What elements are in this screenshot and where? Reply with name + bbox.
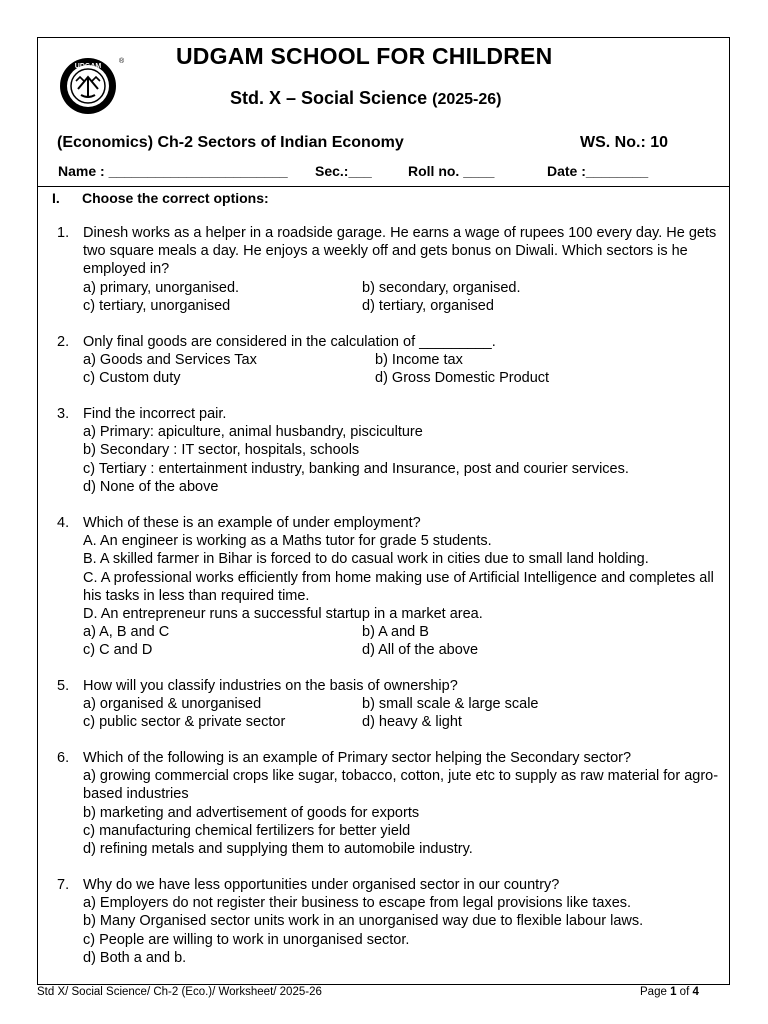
option-b[interactable]: b) Many Organised sector units work in an unorganised way due to flexible labour laws. [83, 913, 644, 930]
option-c[interactable]: c) Tertiary : entertainment industry, banking and Insurance, post and courier services. [83, 460, 629, 477]
statement-b: B. A skilled farmer in Bihar is forced to do casual work in cities due to small land holding. [83, 551, 649, 568]
question-1 [57, 224, 729, 315]
option-b[interactable]: b) secondary, organised. [362, 279, 521, 296]
footer-document-info: Std X/ Social Science/ Ch-2 (Eco.)/ Worksheet/ 2025-26 [37, 986, 322, 998]
header-divider [38, 186, 729, 187]
of-label: of [679, 986, 690, 998]
section-field[interactable]: Sec.:___ [315, 163, 372, 179]
question-stem: Find the incorrect pair. [83, 406, 227, 422]
option-a[interactable]: a) Employers do not register their business to escape from legal provisions like taxes. [83, 895, 632, 912]
option-c[interactable]: c) manufacturing chemical fertilizers for better yield [83, 822, 411, 839]
option-d[interactable]: d) Both a and b. [83, 949, 187, 966]
question-number: 7. [57, 877, 70, 893]
question-stem: Only final goods are considered in the calculation of _________. [83, 334, 496, 350]
option-b[interactable]: b) marketing and advertisement of goods for exports [83, 804, 420, 821]
std-subject-line [230, 88, 501, 109]
question-4 [57, 514, 729, 660]
page-current: 1 [670, 986, 677, 998]
question-stem: Dinesh works as a helper in a roadside garage. He earns a wage of rupees 100 every day. He gets two square meals a day. He enjoys a weekly off and gets bonus on Diwali. Which sectors is he employed in? [83, 225, 717, 278]
option-a[interactable]: a) growing commercial crops like sugar, tobacco, cotton, jute etc to supply as raw material for agro-based industries [83, 768, 719, 803]
question-7 [57, 876, 729, 967]
question-stem: Which of these is an example of under employment? [83, 515, 421, 531]
option-d[interactable]: d) tertiary, organised [362, 297, 494, 314]
option-b[interactable]: b) small scale & large scale [362, 696, 539, 713]
section-heading [52, 190, 269, 206]
option-d[interactable]: d) heavy & light [362, 714, 462, 731]
statement-a: A. An engineer is working as a Maths tutor for grade 5 students. [83, 533, 492, 550]
option-c[interactable]: c) People are willing to work in unorganised sector. [83, 931, 410, 948]
option-b[interactable]: b) A and B [362, 624, 429, 641]
question-number: 6. [57, 750, 70, 766]
option-d[interactable]: d) refining metals and supplying them to automobile industry. [83, 841, 473, 858]
academic-year: (2025-26) [432, 91, 502, 108]
svg-text:®: ® [119, 58, 125, 65]
option-d[interactable]: d) Gross Domestic Product [375, 370, 550, 387]
statement-c: C. A professional works efficiently from home making use of Artificial Intelligence and completes all his tasks in less than required time. [83, 569, 714, 604]
question-stem: Why do we have less opportunities under organised sector in our country? [83, 877, 560, 893]
question-number: 4. [57, 515, 70, 531]
question-2 [57, 333, 729, 388]
logo-text: UDGAM [74, 63, 102, 70]
school-name: UDGAM SCHOOL FOR CHILDREN [176, 43, 553, 69]
option-c[interactable]: c) tertiary, unorganised [83, 297, 231, 314]
question-6 [57, 749, 729, 858]
option-c[interactable]: c) C and D [83, 642, 153, 659]
page-label: Page [640, 986, 667, 998]
option-b[interactable]: b) Income tax [375, 352, 463, 369]
page-total: 4 [692, 986, 699, 998]
statement-d: D. An entrepreneur runs a successful startup in a market area. [83, 606, 483, 623]
question-stem: How will you classify industries on the basis of ownership? [83, 678, 458, 694]
section-number: I. [52, 190, 60, 206]
question-3 [57, 405, 729, 496]
school-logo [54, 55, 126, 115]
date-field[interactable]: Date :________ [547, 163, 649, 179]
option-a[interactable]: a) organised & unorganised [83, 696, 262, 713]
section-title: Choose the correct options: [82, 190, 269, 206]
question-number: 5. [57, 678, 70, 694]
option-a[interactable]: a) A, B and C [83, 624, 170, 641]
worksheet-number: WS. No.: 10 [580, 134, 669, 151]
option-a[interactable]: a) Primary: apiculture, animal husbandry, pisciculture [83, 424, 423, 441]
option-d[interactable]: d) All of the above [362, 642, 479, 659]
option-c[interactable]: c) public sector & private sector [83, 714, 286, 731]
roll-number-field[interactable]: Roll no. ____ [408, 163, 495, 179]
chapter-title: (Economics) Ch-2 Sectors of Indian Economy [57, 134, 404, 151]
question-stem: Which of the following is an example of Primary sector helping the Secondary sector? [83, 750, 632, 766]
footer-page-number [640, 986, 699, 998]
question-5 [57, 677, 729, 732]
question-number: 2. [57, 334, 70, 350]
std-subject: Std. X – Social Science [230, 88, 428, 108]
name-field[interactable]: Name : _______________________ [58, 163, 288, 179]
question-number: 3. [57, 406, 70, 422]
option-d[interactable]: d) None of the above [83, 478, 219, 495]
option-a[interactable]: a) Goods and Services Tax [83, 352, 257, 369]
option-c[interactable]: c) Custom duty [83, 370, 181, 387]
question-number: 1. [57, 225, 70, 241]
option-a[interactable]: a) primary, unorganised. [83, 279, 240, 296]
option-b[interactable]: b) Secondary : IT sector, hospitals, schools [83, 442, 360, 459]
